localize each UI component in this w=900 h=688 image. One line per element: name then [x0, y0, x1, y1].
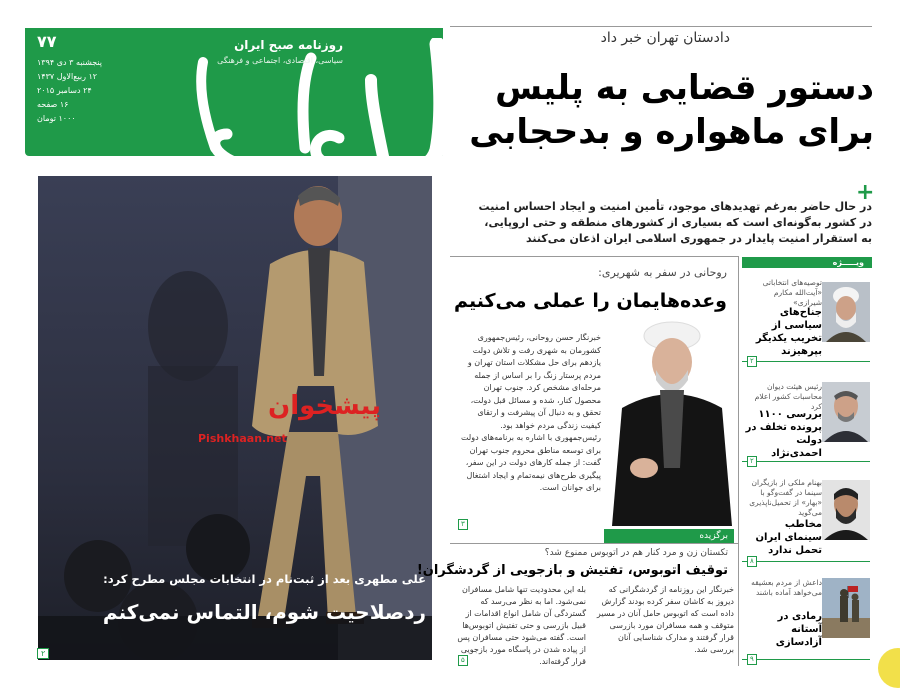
page-ref: ۲	[747, 456, 757, 467]
column-rule	[738, 256, 739, 666]
sidebar-headline: مخاطب سینمای ایران تحمل ندارد	[755, 519, 822, 556]
page-ref: ۵	[458, 655, 468, 666]
sidebar-header	[742, 257, 872, 268]
masthead-subtagline: سیاسی، اقتصادی، اجتماعی و فرهنگی	[217, 56, 343, 65]
top-rule	[450, 26, 872, 27]
date-hijri: ۱۲ ربیع‌الاول ۱۴۳۷	[37, 72, 98, 81]
plus-icon: +	[856, 180, 875, 205]
sidebar-rule	[742, 461, 870, 462]
lead-kicker: دادستان تهران خبر داد	[600, 30, 730, 46]
page-ref: ۹	[747, 654, 757, 665]
soldiers-image	[822, 578, 870, 638]
sidebar-rule	[742, 659, 870, 660]
rouhani-image	[604, 318, 734, 526]
rouhani-headline: وعده‌هایمان را عملی می‌کنیم	[454, 290, 727, 312]
section-rule	[450, 256, 738, 257]
photo-caption-headline: ردصلاحیت شوم، التماس نمی‌کنم	[102, 600, 426, 624]
page-ref: ۲	[37, 648, 49, 659]
watermark: پیشخوان	[268, 391, 381, 421]
sidebar-header-label: ویـــــژه	[832, 258, 864, 267]
page-ref: ۸	[747, 556, 757, 567]
sidebar-kicker: رئیس هیئت دیوان محاسبات کشور اعلام کرد	[754, 382, 822, 411]
actor-portrait-image	[822, 480, 870, 540]
lead-headline-line1: دستور قضایی به پلیس	[495, 68, 874, 108]
page-ref: ۲	[747, 356, 757, 367]
section-rule	[450, 543, 738, 544]
rouhani-body: خبرنگار حسن روحانی، رئیس‌جمهوری کشورمان به شهری رفت و تلاش دولت یازدهم برای حل مشکلات استان تهران و مردم پرستار زنگ را بر اساس از جمله مرحله‌ای مشخص کرد. جنوب تهران محصول کنار، شده و مسائل قبل دولت، تحقق و به دنبال آن پیشرفت و ارتقای کیفیت زندگی مردم خواهد بود. رئیس‌جمهوری با اشاره به برنامه‌های دولت برای توسعه مناطق محروم جنوب تهران گفت: از جمله کارهای دولت در این سفر، پیگیری طرح‌های نیمه‌تمام و ایجاد اشتغال برای جوانان است.	[460, 333, 601, 492]
lead-headline-line2: برای ماهواره و بدحجابی	[469, 112, 874, 152]
bus-column-1: بله این محدودیت تنها شامل مسافران نمی‌شود. اما به نظر می‌رسد که گستردگی آن شامل انواع اقدامات از قبیل بازرسی و حتی تفتیش اتوبوس‌ها است. گفته می‌شود حتی مسافران پس از پیاده شدن در پاسگاه مورد بازجویی قرار گرفته‌اند.	[457, 585, 586, 666]
sidebar-headline: بررسی ۱۱۰۰ پرونده تخلف در دولت احمدی‌نژاد	[745, 409, 822, 459]
photo-caption-kicker: علی مطهری بعد از ثبت‌نام در انتخابات مجلس مطرح کرد:	[103, 572, 426, 586]
sidebar-headline: جناح‌های سیاسی از تخریب یکدیگر بپرهیزند	[755, 307, 822, 357]
lead-headline	[444, 66, 874, 154]
sidebar-kicker: بهنام ملکی از بازیگران سینما در گفت‌وگو با «بهار» از تحمیل‌ناپذیری می‌گوید	[749, 478, 822, 517]
politician-walking-image	[38, 176, 432, 660]
price: ۱۰۰۰ تومان	[37, 114, 76, 123]
official-portrait-image	[822, 382, 870, 442]
sidebar-rule	[742, 561, 870, 562]
issue-number: ۷۷	[37, 32, 57, 51]
featured-tag: برگزیده	[604, 529, 734, 543]
bus-column-2: خبرنگار این روزنامه از گردشگرانی که دیروز به کاشان سفر کرده بودند گزارش داده است که اتوبوس حامل آنان در مسیر متوقف و همه مسافران مورد بازرسی قرار گرفتند و مدارک شناسایی آنان بررسی شد.	[596, 585, 734, 654]
masthead	[25, 28, 443, 156]
lead-body: در حال حاضر به‌رغم تهدیدهای موجود، تأمین امنیت و ایجاد احساس امنیت در کشور به‌گونه‌ای است که بسیاری از کشورهای منطقه و حتی اروپایی، به استقرار امنیت پایدار در جمهوری اسلامی ایران اذعان می‌کنند	[478, 200, 872, 245]
sidebar-kicker: توصیه‌های انتخاباتی «آیت‌الله مکارم شیرازی»	[762, 278, 822, 307]
sidebar-rule	[742, 361, 870, 362]
sidebar-kicker: داعش از مردم بعشیقه می‌خواهد آماده باشند	[751, 578, 822, 597]
watermark-url: Pishkhaan.net	[198, 432, 287, 445]
masthead-tagline: روزنامه صبح ایران	[234, 38, 343, 52]
corner-decoration	[878, 648, 900, 688]
cleric-portrait-image	[822, 282, 870, 342]
bus-headline: توقیف اتوبوس، تفتیش و بازجویی از گردشگران!	[416, 563, 728, 578]
rouhani-kicker: روحانی در سفر به شهریری:	[598, 266, 727, 279]
page-count: ۱۶ صفحه	[37, 100, 69, 109]
sidebar-headline: رمادی در آستانه آزادسازی	[775, 611, 822, 648]
bus-kicker: تکستان زن و مرد کنار هم در اتوبوس ممنوع شد؟	[544, 548, 728, 558]
date-persian: پنجشنبه ۳ دی ۱۳۹۴	[37, 58, 103, 67]
page-ref: ۳	[458, 519, 468, 530]
front-page-photo	[38, 176, 432, 660]
date-gregorian: ۲۴ دسامبر ۲۰۱۵	[37, 86, 92, 95]
